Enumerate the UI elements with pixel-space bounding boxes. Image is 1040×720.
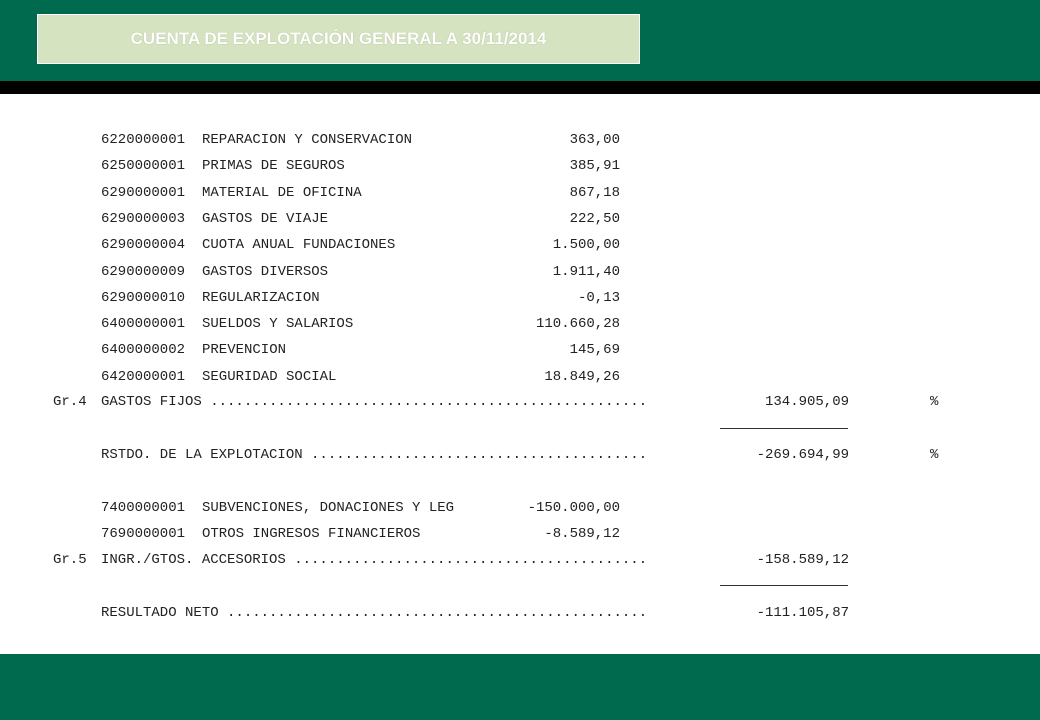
ledger-row bbox=[0, 235, 1040, 255]
account-description: REPARACION Y CONSERVACION bbox=[202, 132, 413, 148]
ledger-row bbox=[0, 262, 1040, 282]
ledger-row bbox=[0, 130, 1040, 150]
account-amount: 363,00 bbox=[569, 132, 620, 148]
group-code: Gr.4 bbox=[53, 394, 87, 410]
result-neto-row bbox=[0, 603, 1040, 623]
account-description: MATERIAL DE OFICINA bbox=[202, 184, 362, 201]
header-band bbox=[0, 0, 1040, 81]
page-title: CUENTA DE EXPLOTACIÓN GENERAL A 30/11/2014 bbox=[130, 29, 547, 48]
account-code: 6290000010 bbox=[101, 289, 186, 306]
group5-row bbox=[0, 550, 1040, 570]
footer-band bbox=[0, 654, 1040, 720]
account-amount: 1.911,40 bbox=[552, 263, 620, 280]
account-description: GASTOS DE VIAJE bbox=[202, 210, 329, 227]
account-description: GASTOS DIVERSOS bbox=[202, 263, 329, 280]
account-amount: -8.589,12 bbox=[544, 526, 620, 543]
account-amount: 1.500,00 bbox=[552, 237, 620, 254]
account-code: 6400000002 bbox=[101, 342, 186, 359]
account-code: 7400000001 bbox=[101, 500, 186, 516]
ledger-row bbox=[0, 498, 1040, 518]
account-amount: 110.660,28 bbox=[535, 316, 620, 333]
account-description: PRIMAS DE SEGUROS bbox=[202, 158, 345, 175]
result-total: -111.105,87 bbox=[756, 605, 849, 621]
account-code: 6250000001 bbox=[101, 158, 186, 175]
group-total: -158.589,12 bbox=[756, 552, 849, 568]
ledger-row bbox=[0, 183, 1040, 203]
ledger-row bbox=[0, 288, 1040, 308]
account-amount: -0,13 bbox=[577, 289, 620, 306]
account-amount: -150.000,00 bbox=[527, 500, 620, 516]
account-statement bbox=[0, 94, 1040, 654]
divider-bar bbox=[0, 81, 1040, 94]
account-code: 6290000009 bbox=[101, 263, 186, 280]
account-code: 6290000004 bbox=[101, 237, 186, 254]
total-rule bbox=[720, 585, 848, 586]
account-description: CUOTA ANUAL FUNDACIONES bbox=[202, 237, 396, 254]
ledger-row bbox=[0, 340, 1040, 360]
total-rule bbox=[720, 428, 848, 429]
account-code: 6400000001 bbox=[101, 316, 186, 333]
account-amount: 222,50 bbox=[569, 210, 620, 227]
ledger-row bbox=[0, 209, 1040, 229]
account-description: OTROS INGRESOS FINANCIEROS bbox=[202, 526, 421, 543]
percent-mark: % bbox=[930, 394, 939, 410]
account-amount: 867,18 bbox=[569, 184, 620, 201]
account-code: 6420000001 bbox=[101, 368, 186, 385]
ledger-row bbox=[0, 314, 1040, 334]
account-description: SUBVENCIONES, DONACIONES Y LEG bbox=[202, 500, 455, 516]
result-desc: RSTDO. DE LA EXPLOTACION ........................................ bbox=[101, 447, 648, 463]
ledger-row bbox=[0, 524, 1040, 544]
group-desc: GASTOS FIJOS .................................................... bbox=[101, 394, 648, 410]
group4-row bbox=[0, 392, 1040, 412]
account-amount: 145,69 bbox=[569, 342, 620, 359]
account-description: SEGURIDAD SOCIAL bbox=[202, 368, 337, 385]
result-explotacion-row bbox=[0, 445, 1040, 465]
account-description: REGULARIZACION bbox=[202, 289, 320, 306]
account-amount: 385,91 bbox=[569, 158, 620, 175]
account-description: SUELDOS Y SALARIOS bbox=[202, 316, 354, 333]
percent-mark: % bbox=[930, 447, 939, 463]
group-desc: INGR./GTOS. ACCESORIOS .......................................... bbox=[101, 552, 648, 568]
title-box bbox=[37, 14, 640, 64]
ledger-row bbox=[0, 156, 1040, 176]
group-total: 134.905,09 bbox=[764, 394, 849, 410]
account-code: 6290000003 bbox=[101, 210, 186, 227]
account-code: 6220000001 bbox=[101, 132, 186, 148]
account-code: 7690000001 bbox=[101, 526, 186, 543]
account-amount: 18.849,26 bbox=[544, 368, 620, 385]
account-description: PREVENCION bbox=[202, 342, 287, 359]
ledger-row bbox=[0, 367, 1040, 387]
result-total: -269.694,99 bbox=[756, 447, 849, 463]
group-code: Gr.5 bbox=[53, 552, 87, 568]
result-desc: RESULTADO NETO .................................................. bbox=[101, 605, 648, 621]
account-code: 6290000001 bbox=[101, 184, 186, 201]
